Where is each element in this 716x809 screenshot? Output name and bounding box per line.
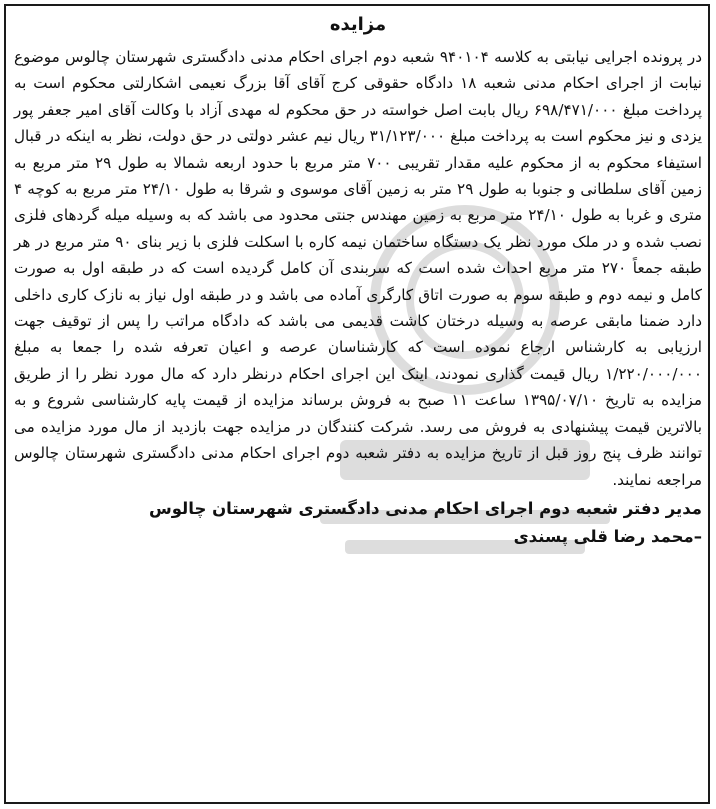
notice-title: مزایده (329, 14, 387, 35)
signature-name: –محمد رضا قلی پسندی (513, 526, 702, 546)
signature-office: مدیر دفتر شعبه دوم اجرای احکام مدنی دادگستری شهرستان چالوس (148, 498, 702, 518)
notice-body: در پرونده اجرایی نیابتی به کلاسه ۹۴۰۱۰۴ شعبه دوم اجرای احکام مدنی دادگستری شهرستان چالوس موضوع نیابت از اجرای احکام مدنی شعبه ۱۸ دادگاه حقوقی کرج آقای آقا بزرگ نعیمی اشکارلتی محکوم است به پرداخت مبلغ ۶۹۸/۴۷۱/۰۰۰ ریال بابت اصل خواسته در حق محکوم له مهدی آزاد با وکالت آقای امیر جعفر پور یزدی و نیز محکوم است به پرداخت مبلغ ۳۱/۱۲۳/۰۰۰ ریال نیم عشر دولتی در حق دولت، نظر به اینکه در قبال استیفاء محکوم به از محکوم علیه مقدار تقریبی ۷۰۰ متر مربع با حدود اربعه شمالا به طول ۲۹ متر مربع به زمین آقای سلطانی و جنوبا به طول ۲۹ متر به زمین آقای موسوی و شرقا به طول ۲۴/۱۰ متر مربع به کوچه ۴ متری و غربا به طول ۲۴/۱۰ متر مربع به زمین مهندس جنتی محدود می باشد که به وسیله میله گردهای فلزی نصب شده و در ملک مورد نظر یک دستگاه ساختمان نیمه کاره با اسکلت فلزی با زیر بنای ۹۰ متر مربع در هر طبقه جمعاً ۲۷۰ متر مربع احداث شده است که سربندی آن کامل گردیده است که در طبقه اول به صورت کامل و نیمه دوم و طبقه سوم به صورت اتاق کارگری آماده می باشد و در طبقه اول نیاز به نازک کاری داخلی دارد ضمنا مابقی عرصه به وسیله درختان کاشت قدیمی می باشد که دادگاه مراتب را پس از توقیف جهت ارزیابی به کارشناس ارجاع نموده است که کارشناسان عرصه و اعیان تعرفه شده را جمعا به مبلغ ۱/۲۲۰/۰۰۰/۰۰۰ ریال قیمت گذاری نمودند، اینک این اجرای احکام درنظر دارد که مال مورد نظر را از طریق مزایده به تاریخ ۱۳۹۵/۰۷/۱۰ ساعت ۱۱ صبح به فروش برساند مزایده از قیمت پایه کارشناسی شروع و به بالاترین قیمت پیشنهادی به فروش می رسد. شرکت کنندگان در مزایده جهت بازدید از مال مورد مزایده می توانند ظرف پنج روز قبل از تاریخ مزایده به دفتر شعبه دوم اجرای احکام مدنی دادگستری شهرستان چالوس مراجعه نمایند. (14, 48, 702, 489)
auction-notice (14, 10, 702, 551)
notice-signature (14, 495, 702, 551)
